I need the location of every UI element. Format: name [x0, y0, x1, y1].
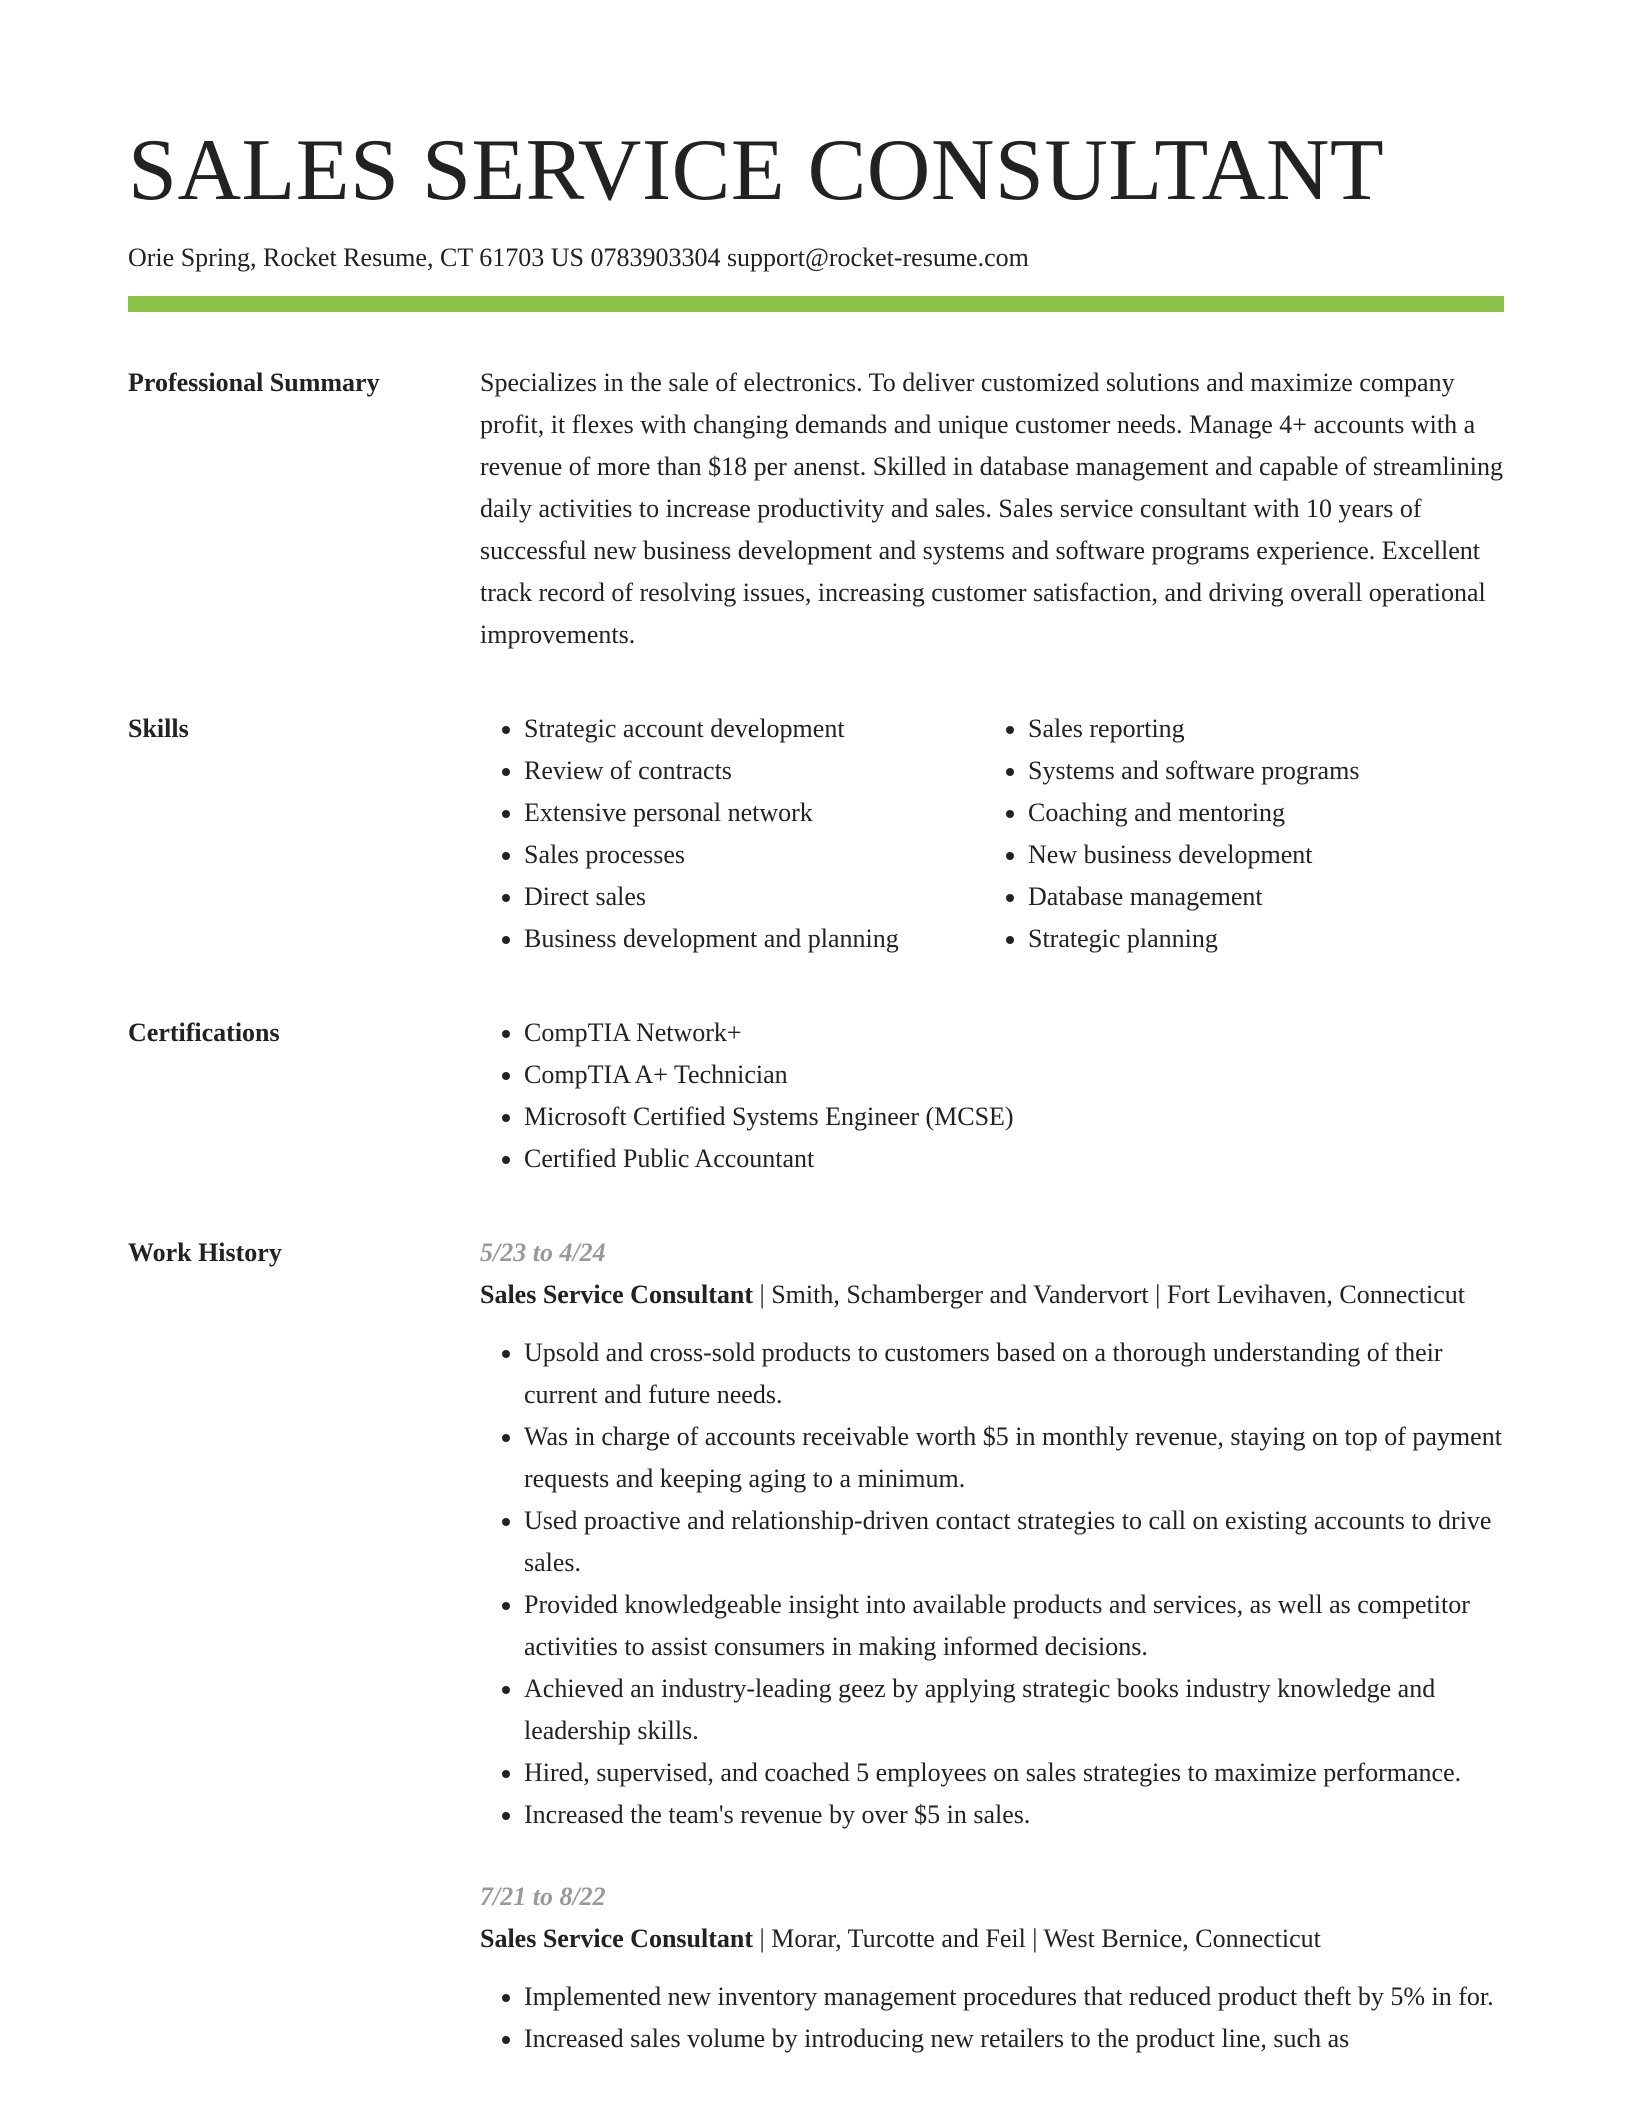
job-bullet: • Used proactive and relationship-driven contact strategies to call on existing accounts to drive sales.: [524, 1500, 1504, 1584]
certifications-list: [480, 1012, 1504, 1180]
job-bullet: • Hired, supervised, and coached 5 employees on sales strategies to maximize performance.: [524, 1752, 1504, 1794]
skill-item: • Sales reporting: [1028, 708, 1359, 750]
job-details: | Smith, Schamberger and Vandervort | Fort Levihaven, Connecticut: [753, 1280, 1466, 1309]
job-bullet: • Provided knowledgeable insight into available products and services, as well as competitor activities to assist consumers in making informed decisions.: [524, 1584, 1504, 1668]
summary-section: [128, 362, 1504, 656]
job-dates: 5/23 to 4/24: [480, 1238, 606, 1267]
job-details: | Morar, Turcotte and Feil | West Bernice, Connecticut: [753, 1924, 1321, 1953]
job-title: Sales Service Consultant: [480, 1280, 753, 1309]
summary-text: Specializes in the sale of electronics. To deliver customized solutions and maximize company profit, it flexes with changing demands and unique customer needs. Manage 4+ accounts with a revenue of more than $18 per anenst. Skilled in database management and capable of streamlining daily activities to increase productivity and sales. Sales service consultant with 10 years of successful new business development and systems and software programs experience. Excellent track record of resolving issues, increasing customer satisfaction, and driving overall operational improvements.: [480, 368, 1504, 649]
certification-item: • Certified Public Accountant: [524, 1138, 1504, 1180]
skills-list-right: [984, 708, 1359, 960]
certifications-body: [480, 1012, 1504, 1180]
skills-section: [128, 708, 1504, 960]
certifications-section: [128, 1012, 1504, 1180]
skill-item: • Extensive personal network: [524, 792, 984, 834]
skill-item: • Strategic account development: [524, 708, 984, 750]
job-bullet: • Upsold and cross-sold products to customers based on a thorough understanding of their current and future needs.: [524, 1332, 1504, 1416]
job-bullets: [480, 1976, 1504, 2060]
skill-item: • Coaching and mentoring: [1028, 792, 1359, 834]
section-title: Work History: [128, 1238, 282, 1267]
skill-item: • Sales processes: [524, 834, 984, 876]
job-bullets: [480, 1332, 1504, 1836]
skills-body: [480, 708, 1504, 960]
skills-list-left: [480, 708, 984, 960]
certification-item: • CompTIA A+ Technician: [524, 1054, 1504, 1096]
work-history-body: [480, 1232, 1504, 2060]
job-title: Sales Service Consultant: [480, 1924, 753, 1953]
job-bullet: • Implemented new inventory management procedures that reduced product theft by 5% in for.: [524, 1976, 1504, 2018]
work-history-section: [128, 1232, 1504, 2060]
section-title: Professional Summary: [128, 368, 380, 397]
skill-item: • Direct sales: [524, 876, 984, 918]
skill-item: • New business development: [1028, 834, 1359, 876]
section-title: Skills: [128, 714, 189, 743]
skill-item: • Strategic planning: [1028, 918, 1359, 960]
accent-divider: [128, 296, 1504, 312]
resume-page: [128, 116, 1504, 2060]
job-dates: 7/21 to 8/22: [480, 1882, 606, 1911]
contact-line: Orie Spring, Rocket Resume, CT 61703 US 0783903304 support@rocket-resume.com: [128, 243, 1029, 272]
job-entry: [480, 1232, 1504, 1836]
certification-item: • CompTIA Network+: [524, 1012, 1504, 1054]
certification-item: • Microsoft Certified Systems Engineer (MCSE): [524, 1096, 1504, 1138]
skill-item: • Business development and planning: [524, 918, 984, 960]
skill-item: • Systems and software programs: [1028, 750, 1359, 792]
section-title: Certifications: [128, 1018, 280, 1047]
job-entry: [480, 1876, 1504, 2060]
job-heading: [480, 1918, 1504, 1960]
job-bullet: • Increased the team's revenue by over $5 in sales.: [524, 1794, 1504, 1836]
job-bullet: • Achieved an industry-leading geez by applying strategic books industry knowledge and leadership skills.: [524, 1668, 1504, 1752]
summary-body: [480, 362, 1504, 656]
skill-item: • Review of contracts: [524, 750, 984, 792]
skill-item: • Database management: [1028, 876, 1359, 918]
job-bullet: • Increased sales volume by introducing new retailers to the product line, such as: [524, 2018, 1504, 2060]
job-heading: [480, 1274, 1504, 1316]
job-bullet: • Was in charge of accounts receivable worth $5 in monthly revenue, staying on top of payment requests and keeping aging to a minimum.: [524, 1416, 1504, 1500]
resume-title: SALES SERVICE CONSULTANT: [128, 122, 1385, 219]
